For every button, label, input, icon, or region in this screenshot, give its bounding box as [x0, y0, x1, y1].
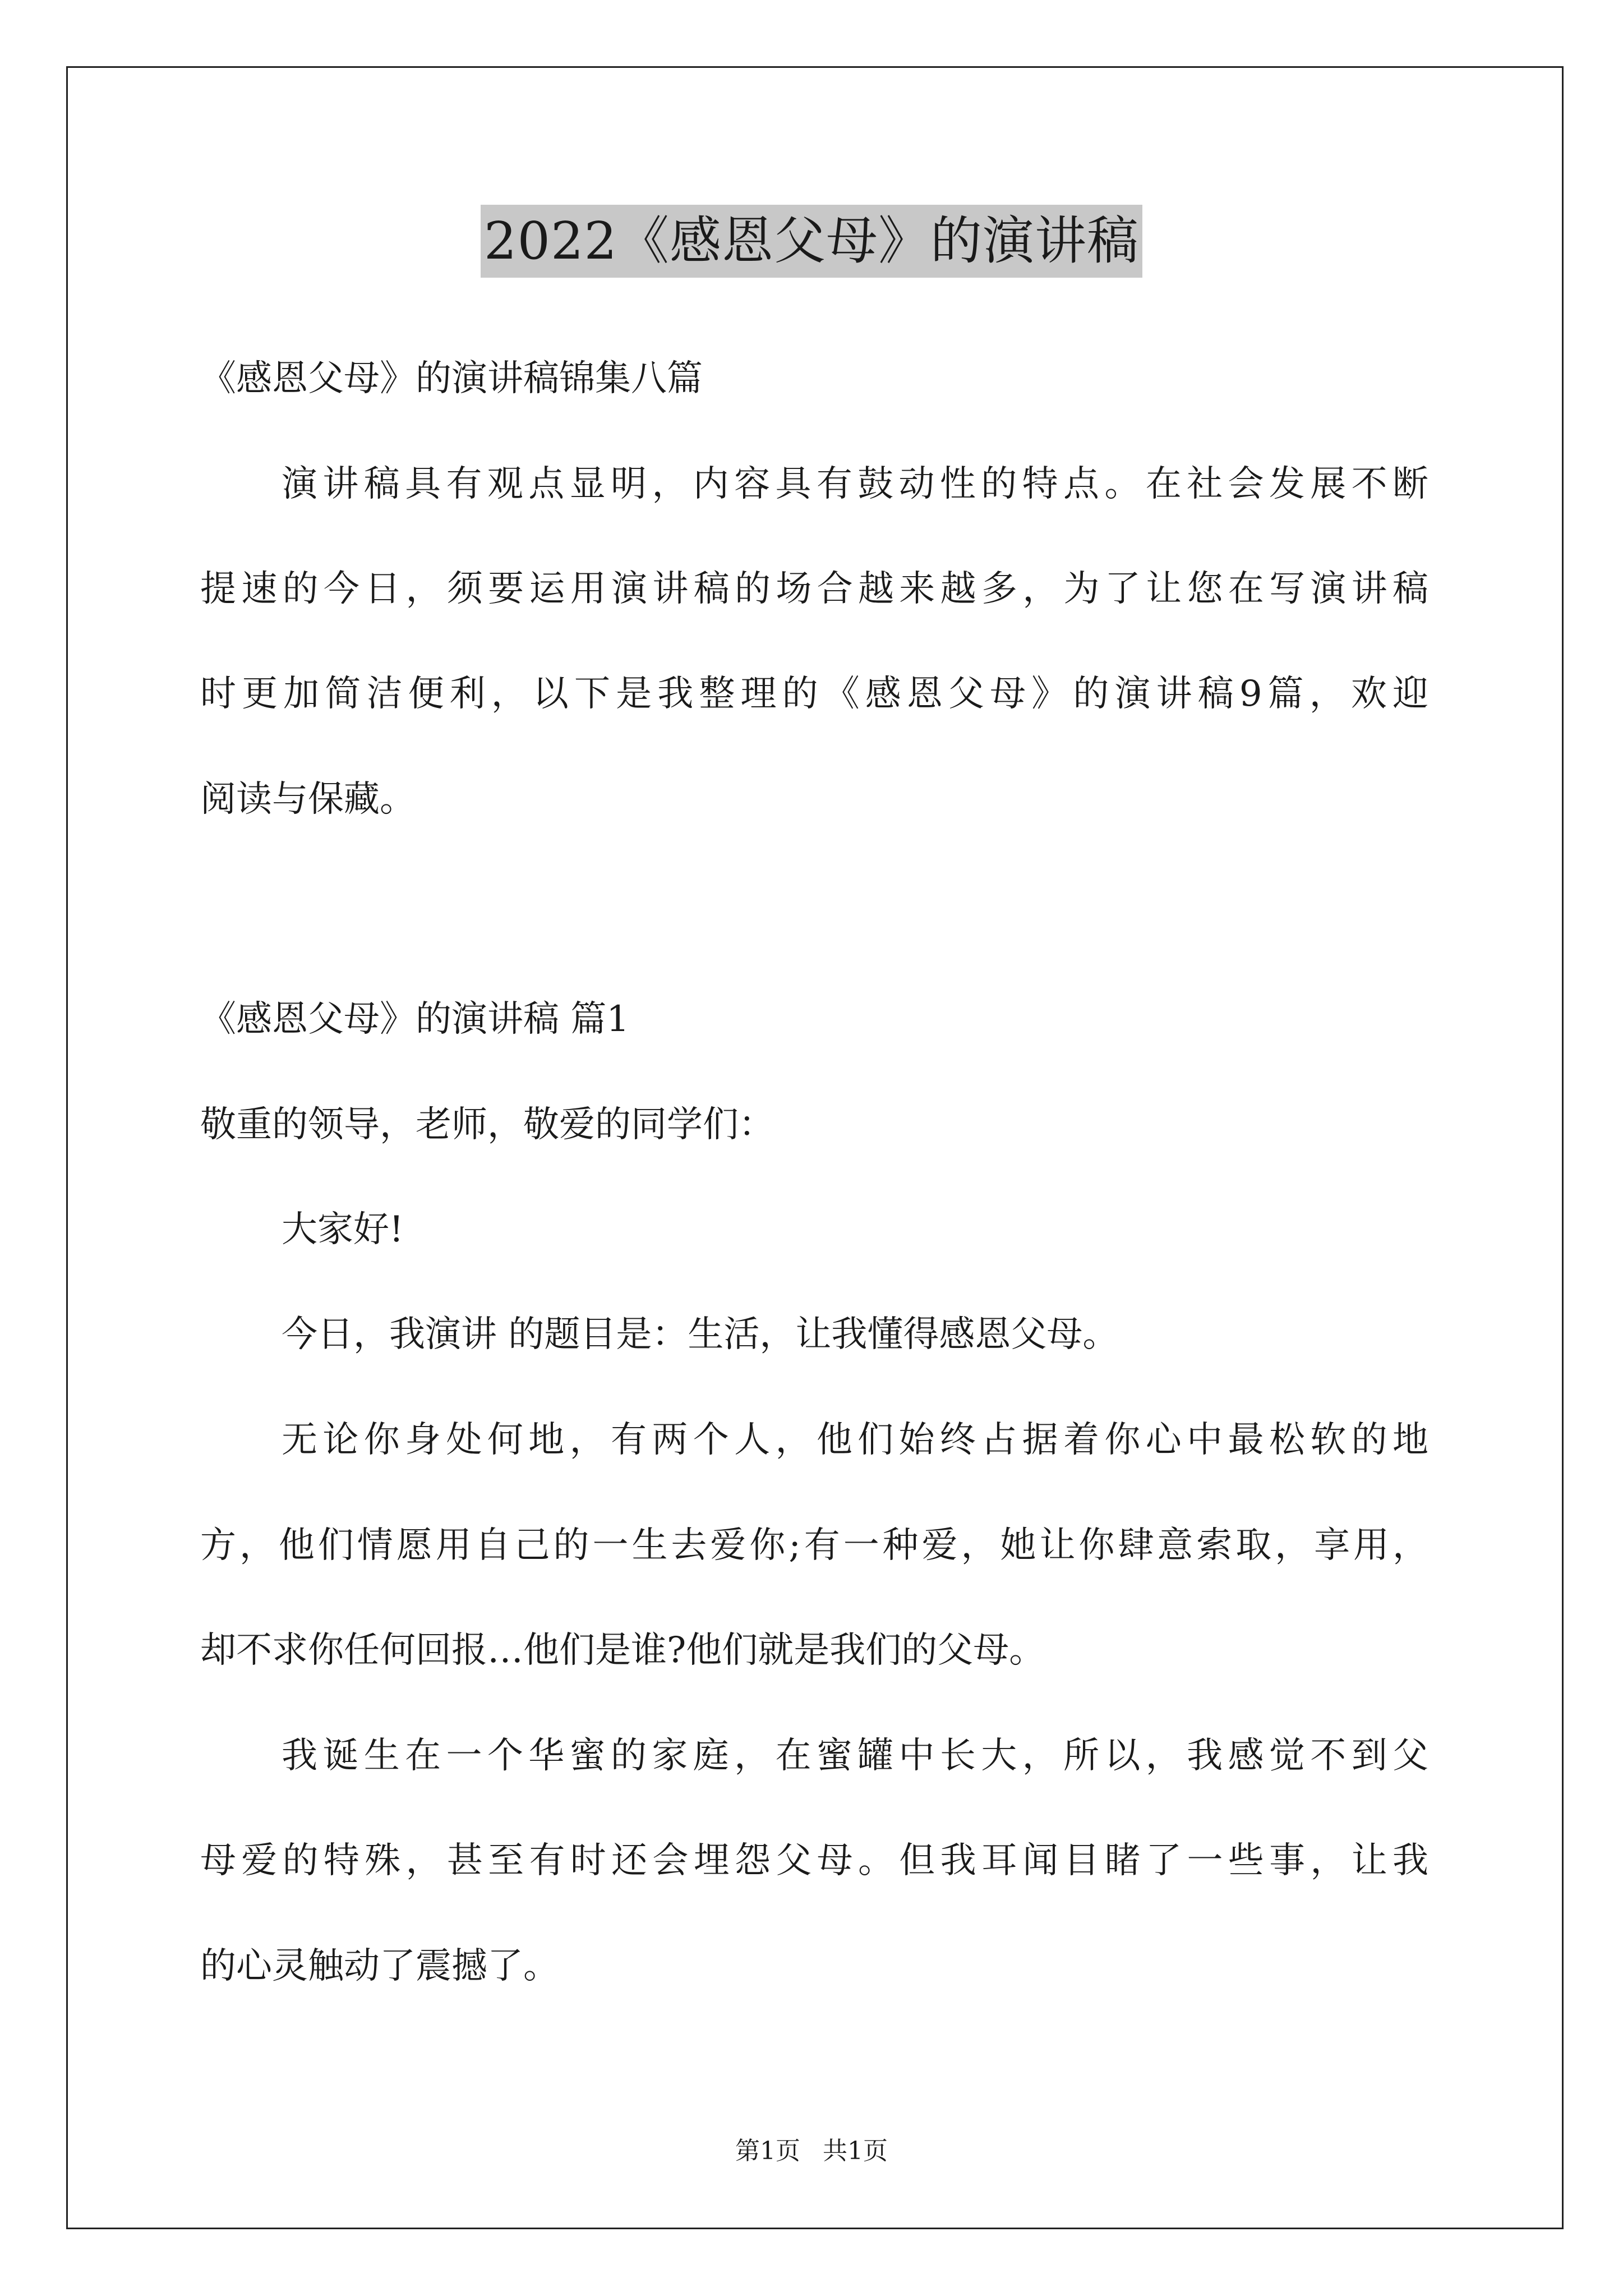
- title-container: [0, 205, 1623, 278]
- document-title: 2022《感恩父母》的演讲稿: [481, 205, 1142, 278]
- intro-line-2: 提速的今日，须要运用演讲稿的场合越来越多，为了让您在写演讲稿: [200, 568, 1428, 610]
- para1-line-3: 却不求你任何回报…他们是谁?他们就是我们的父母。: [200, 1630, 1045, 1671]
- intro-line-1: 演讲稿具有观点显明，内容具有鼓动性的特点。在社会发展不断: [282, 463, 1428, 505]
- page-footer: [0, 2134, 1623, 2168]
- subtitle: 《感恩父母》的演讲稿锦集八篇: [200, 358, 703, 399]
- intro-line-3: 时更加简洁便利，以下是我整理的《感恩父母》的演讲稿9篇，欢迎: [200, 673, 1428, 715]
- section-heading: 《感恩父母》的演讲稿 篇1: [200, 999, 630, 1040]
- para2-line-3: 的心灵触动了震撼了。: [200, 1945, 559, 1987]
- para2-line-1: 我诞生在一个华蜜的家庭，在蜜罐中长大，所以，我感觉不到父: [282, 1735, 1428, 1777]
- topic-line: 今日，我演讲 的题目是：生活，让我懂得感恩父母。: [282, 1314, 1119, 1355]
- salutation: 敬重的领导，老师，敬爱的同学们：: [200, 1104, 774, 1145]
- para1-line-2: 方，他们情愿用自己的一生去爱你;有一种爱，她让你肆意索取，享用，: [200, 1525, 1428, 1566]
- intro-line-4: 阅读与保藏。: [200, 779, 416, 820]
- page-total: 共1页: [823, 2137, 888, 2165]
- greeting: 大家好!: [282, 1209, 404, 1250]
- para2-line-2: 母爱的特殊，甚至有时还会埋怨父母。但我耳闻目睹了一些事，让我: [200, 1840, 1428, 1881]
- para1-line-1: 无论你身处何地，有两个人，他们始终占据着你心中最松软的地: [282, 1419, 1428, 1461]
- page-number: 第1页: [735, 2137, 800, 2165]
